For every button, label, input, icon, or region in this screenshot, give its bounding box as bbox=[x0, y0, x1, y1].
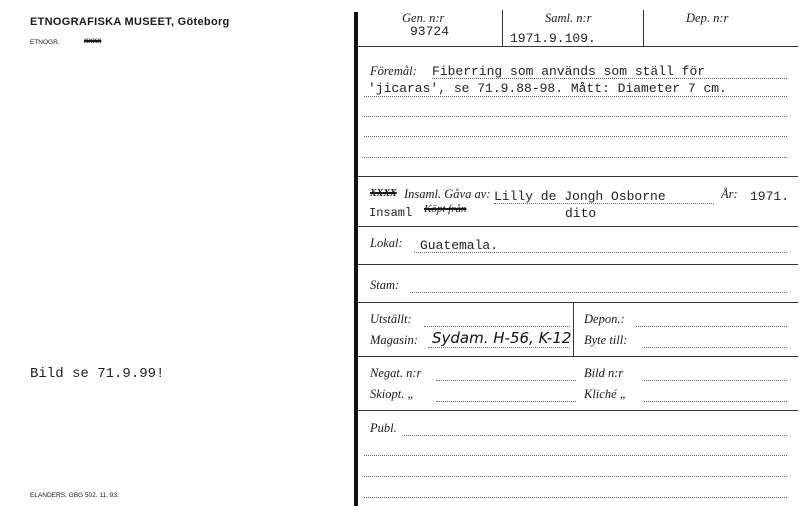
gava-struck-label: XXXX bbox=[370, 188, 397, 199]
gen-nr-value: 93724 bbox=[410, 24, 450, 39]
header-sep-2 bbox=[643, 10, 644, 46]
foremal-line-2 bbox=[364, 96, 787, 97]
foremal-label: Föremål: bbox=[370, 64, 417, 78]
bild-label: Bild n:r bbox=[584, 366, 624, 380]
negat-label: Negat. n:r bbox=[370, 366, 422, 380]
negat-rule bbox=[358, 410, 798, 411]
insaml-value: dito bbox=[565, 206, 597, 221]
lokal-line bbox=[414, 252, 787, 253]
magasin-value: Sydam. H-56, K-12 bbox=[432, 329, 572, 347]
publ-line-1 bbox=[404, 435, 787, 436]
stam-line bbox=[410, 292, 787, 293]
utstallt-label: Utställt: bbox=[370, 312, 412, 326]
gava-rule bbox=[358, 226, 798, 227]
printer-mark: ELANDERS, GBG 502. 11. 93. bbox=[30, 492, 119, 499]
foremal-text-2: 'jicaras', se 71.9.88-98. Mått: Diameter 7 cm. bbox=[368, 81, 727, 96]
stam-label: Stam: bbox=[370, 278, 400, 292]
lokal-rule bbox=[358, 264, 798, 265]
negat-line bbox=[436, 380, 576, 381]
etnogr-struck: XXXX bbox=[84, 38, 102, 45]
stam-rule bbox=[358, 302, 798, 303]
saml-nr-label: Saml. n:r bbox=[545, 11, 592, 25]
publ-line-3 bbox=[364, 476, 787, 477]
kliche-label: Kliché „ bbox=[584, 387, 627, 401]
gava-label: Insaml. Gåva av: bbox=[404, 187, 491, 201]
lokal-value: Guatemala. bbox=[420, 238, 499, 253]
header-underline bbox=[358, 46, 798, 47]
utstallt-line bbox=[424, 326, 570, 327]
skiopt-line bbox=[436, 401, 576, 402]
header-sep-1 bbox=[502, 10, 503, 46]
publ-line-2 bbox=[364, 455, 787, 456]
gava-line bbox=[494, 203, 714, 204]
museum-name: ETNOGRAFISKA MUSEET, Göteborg bbox=[30, 16, 230, 28]
dep-nr-label: Dep. n:r bbox=[686, 11, 729, 25]
image-reference-note: Bild se 71.9.99! bbox=[30, 366, 165, 382]
depon-line bbox=[636, 326, 787, 327]
skiopt-label: Skiopt. „ bbox=[370, 387, 415, 401]
lokal-label: Lokal: bbox=[370, 236, 403, 250]
magasin-rule bbox=[358, 356, 798, 357]
gen-nr-label: Gen. n:r bbox=[402, 11, 445, 25]
magasin-label: Magasin: bbox=[370, 333, 418, 347]
utstallt-sep bbox=[573, 302, 574, 356]
depon-label: Depon.: bbox=[584, 312, 625, 326]
byte-line bbox=[644, 347, 787, 348]
ar-label: År: bbox=[721, 187, 738, 201]
foremal-line-5 bbox=[364, 157, 787, 158]
foremal-line-4 bbox=[364, 136, 787, 137]
kliche-line bbox=[644, 401, 787, 402]
saml-nr-value: 1971.9.109. bbox=[510, 31, 596, 46]
insaml-struck: Köpt från bbox=[424, 203, 467, 215]
publ-line-4 bbox=[364, 497, 787, 498]
gava-value: Lilly de Jongh Osborne bbox=[494, 189, 666, 204]
foremal-line-3 bbox=[364, 116, 787, 117]
insaml-label: Insaml bbox=[369, 206, 413, 220]
byte-label: Byte till: bbox=[584, 333, 628, 347]
card-divider bbox=[354, 12, 358, 506]
magasin-line bbox=[428, 347, 570, 348]
etnogr-label: ETNOGR. bbox=[30, 39, 60, 46]
foremal-rule bbox=[358, 176, 798, 177]
publ-label: Publ. bbox=[370, 421, 397, 435]
foremal-text-1: Fiberring som används som ställ för bbox=[432, 64, 706, 79]
ar-value: 1971. bbox=[750, 189, 790, 204]
bild-line bbox=[644, 380, 787, 381]
